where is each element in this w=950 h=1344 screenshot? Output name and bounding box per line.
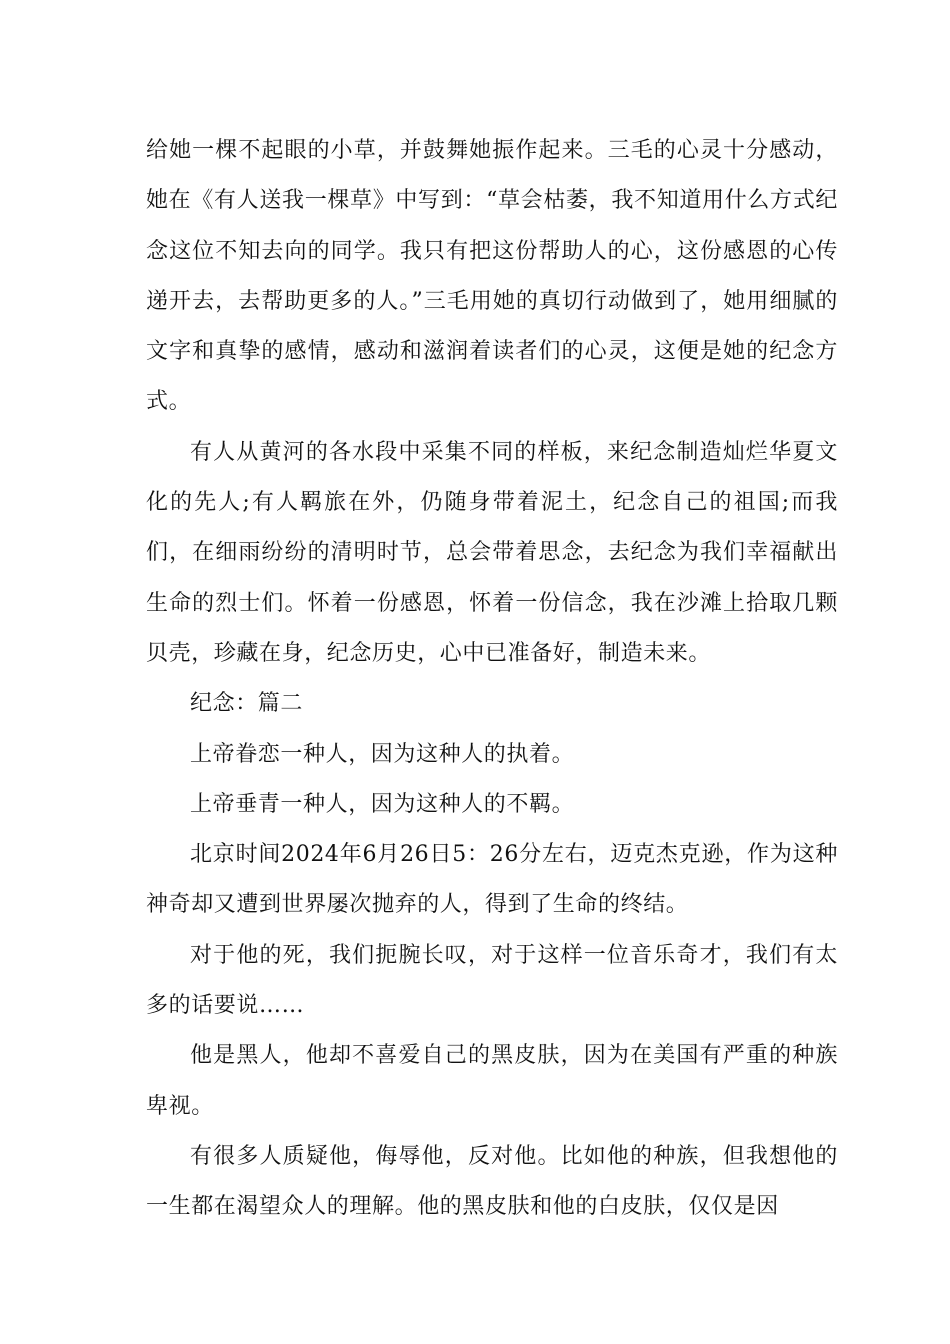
paragraph-2: 有人从黄河的各水段中采集不同的样板，来纪念制造灿烂华夏文化的先人;有人羁旅在外，仍随身带着泥土，纪念自己的祖国;而我们，在细雨纷纷的清明时节，总会带着思念，去纪念为我们幸福献出生命的烈士们。怀着一份感恩，怀着一份信念，我在沙滩上拾取几颗贝壳，珍藏在身，纪念历史，心中已准备好，制造未来。: [146, 439, 838, 666]
document-body: [146, 126, 838, 1233]
paragraph-1: 给她一棵不起眼的小草，并鼓舞她振作起来。三毛的心灵十分感动，她在《有人送我一棵草》中写到：“草会枯萎，我不知道用什么方式纪念这位不知去向的同学。我只有把这份帮助人的心，这份感恩的心传递开去，去帮助更多的人。”三毛用她的真切行动做到了，她用细腻的文字和真挚的感情，感动和滋润着读者们的心灵，这便是她的纪念方式。: [146, 138, 838, 415]
paragraph-4: 上帝垂青一种人，因为这种人的不羁。: [190, 791, 575, 817]
paragraph-3: 上帝眷恋一种人，因为这种人的执着。: [190, 741, 575, 767]
paragraph-8: 有很多人质疑他，侮辱他，反对他。比如他的种族，但我想他的一生都在渴望众人的理解。他的黑皮肤和他的白皮肤，仅仅是因: [146, 1143, 838, 1220]
paragraph-6: 对于他的死，我们扼腕长叹，对于这样一位音乐奇才，我们有太多的话要说……: [146, 942, 838, 1019]
section-heading: 纪念：篇二: [190, 691, 304, 717]
paragraph-5: 北京时间2024年6月26日5：26分左右，迈克杰克逊，作为这种神奇却又遭到世界屡次抛弃的人，得到了生命的终结。: [146, 842, 838, 918]
paragraph-7: 他是黑人，他却不喜爱自己的黑皮肤，因为在美国有严重的种族卑视。: [146, 1043, 838, 1119]
